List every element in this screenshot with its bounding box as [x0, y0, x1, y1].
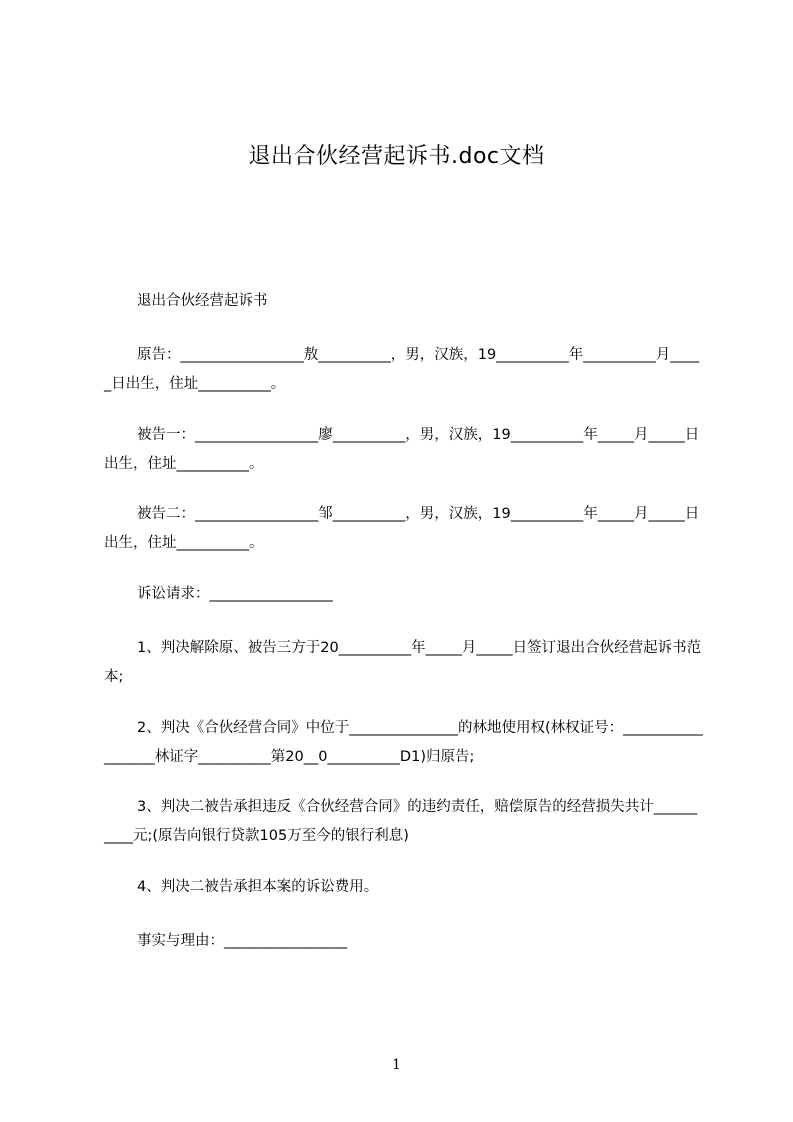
defendant-one-paragraph: 被告一：_________________廖__________，男，汉族，19__________年_____月_____日出生，住址__________。 [104, 427, 700, 472]
claim-1-paragraph: 1、判决解除原、被告三方于20__________年_____月_____日签订退出合伙经营起诉书范本; [104, 640, 702, 685]
document-heading: 退出合伙经营起诉书 [137, 293, 268, 309]
claim-3-paragraph: 3、判决二被告承担违反《合伙经营合同》的违约责任，赔偿原告的经营损失共计__________元;(原告向银行贷款105万至今的银行利息) [104, 799, 698, 844]
plaintiff-paragraph: 原告：_________________敖__________，男，汉族，19__________年__________月_____日出生，住址__________。 [104, 347, 700, 392]
page-number: 1 [392, 1057, 401, 1073]
claim-4-paragraph: 4、判决二被告承担本案的诉讼费用。 [137, 879, 379, 895]
document-title: 退出合伙经营起诉书.doc文档 [248, 144, 545, 169]
facts-heading: 事实与理由：_________________ [137, 933, 348, 949]
claims-heading: 诉讼请求：_________________ [137, 586, 333, 602]
defendant-two-paragraph: 被告二：_________________邹__________，男，汉族，19__________年_____月_____日出生，住址__________。 [104, 506, 700, 551]
claim-2-paragraph: 2、判决《合伙经营合同》中位于_______________的林地使用权(林权证号：__________________林证字__________第20__0__________D1)归原告; [104, 720, 703, 765]
